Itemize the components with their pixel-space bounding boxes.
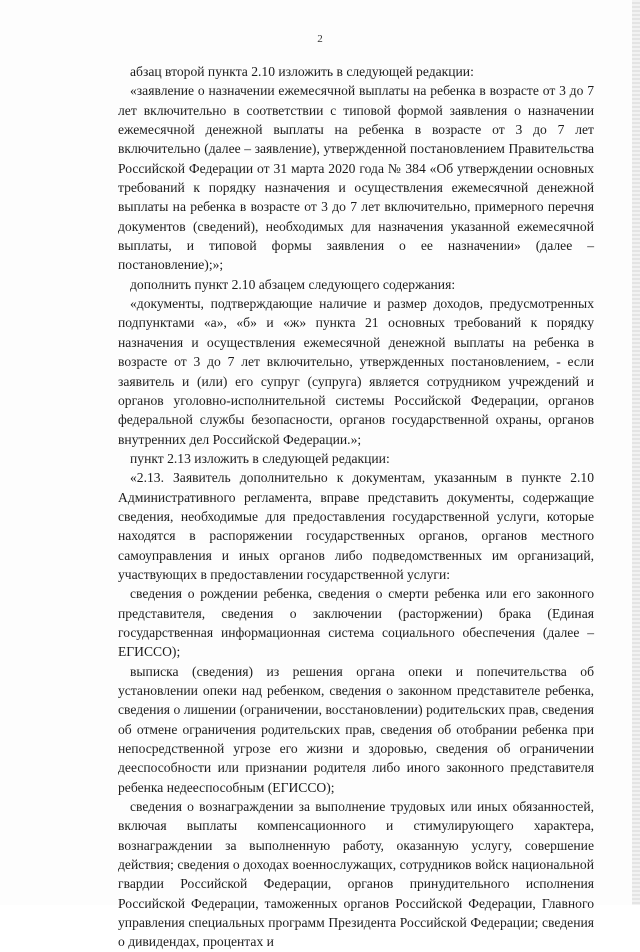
paragraph-income-documents: «документы, подтверждающие наличие и размер доходов, предусмотренных подпунктами «а», «б» и «ж» пункта 21 основных требований к порядку назначения и осуществления ежемесячной денежной выплаты на ребенка в возрасте от 3 до 7 лет включительно, утвержденных постановлением, - если заявитель и (или) его супруг (супруга) является сотрудником учреждений и органов уголовно-исполнительной системы Российской Федерации, органов федеральной службы безопасности, органов государственной охраны, органов внутренних дел Российской Федерации.»;: [118, 296, 594, 447]
paragraph-birth-death-info: сведения о рождении ребенка, сведения о смерти ребенка или его законного представителя, сведения о заключении (расторжении) брака (Единая государственная информационная система социального обеспечения (далее – ЕГИССО);: [118, 586, 594, 660]
paragraph-guardianship-extract: выписка (сведения) из решения органа опеки и попечительства об установлении опеки над ребенком, сведения о законном представителе ребенка, сведения о лишении (ограничении, восстановлении) родительских прав, сведения об отмене ограничения родительских прав, сведения об отобрании ребенка при непосредственной угрозе его жизни и здоровью, сведения об ограничении дееспособности или признании родителя либо иного законного представителя ребенка недееспособным (ЕГИССО);: [118, 663, 594, 795]
paragraph-application-definition: «заявление о назначении ежемесячной выплаты на ребенка в возрасте от 3 до 7 лет включительно в соответствии с типовой формой заявления о назначении ежемесячной денежной выплаты на ребенка в возрасте от 3 до 7 лет включительно (далее – заявление), утвержденной постановлением Правительства Российской Федерации от 31 марта 2020 года № 384 «Об утверждении основных требований к порядку назначения и осуществления ежемесячной денежной выплаты на ребенка в возрасте от 3 до 7 лет включительно, примерного перечня документов (сведений), необходимых для назначения указанной ежемесячной выплаты, и типовой формы заявления о ее назначении» (далее – постановление);»;: [118, 83, 594, 273]
paragraph-supplement-2-10: дополнить пункт 2.10 абзацем следующего содержания:: [130, 276, 456, 292]
paragraph-2-13-text: «2.13. Заявитель дополнительно к документам, указанным в пункте 2.10 Административного регламента, вправе представить документы, содержащие сведения, необходимые для предоставления государственной услуги, которые находятся в распоряжении государственных органов, органов местного самоуправления и иных органов либо подведомственных им организаций, участвующих в предоставлении государственной услуги:: [118, 470, 594, 582]
document-body: [118, 62, 594, 952]
paragraph-amend-2-10: абзац второй пункта 2.10 изложить в следующей редакции:: [130, 64, 474, 79]
scan-edge-artifact: [632, 0, 640, 905]
page-number: 2: [317, 33, 323, 45]
paragraph-remuneration-info: сведения о вознаграждении за выполнение трудовых или иных обязанностей, включая выплаты компенсационного и стимулирующего характера, вознаграждении за выполненную работу, оказанную услугу, совершение действия; сведения о доходах военнослужащих, сотрудников войск национальной гвардии Российской Федерации, органов принудительного исполнения Российской Федерации, таможенных органов Российской Федерации, Главного управления специальных программ Президента Российской Федерации; сведения о дивидендах, процентах и: [118, 799, 594, 950]
paragraph-amend-2-13: пункт 2.13 изложить в следующей редакции:: [130, 450, 390, 466]
